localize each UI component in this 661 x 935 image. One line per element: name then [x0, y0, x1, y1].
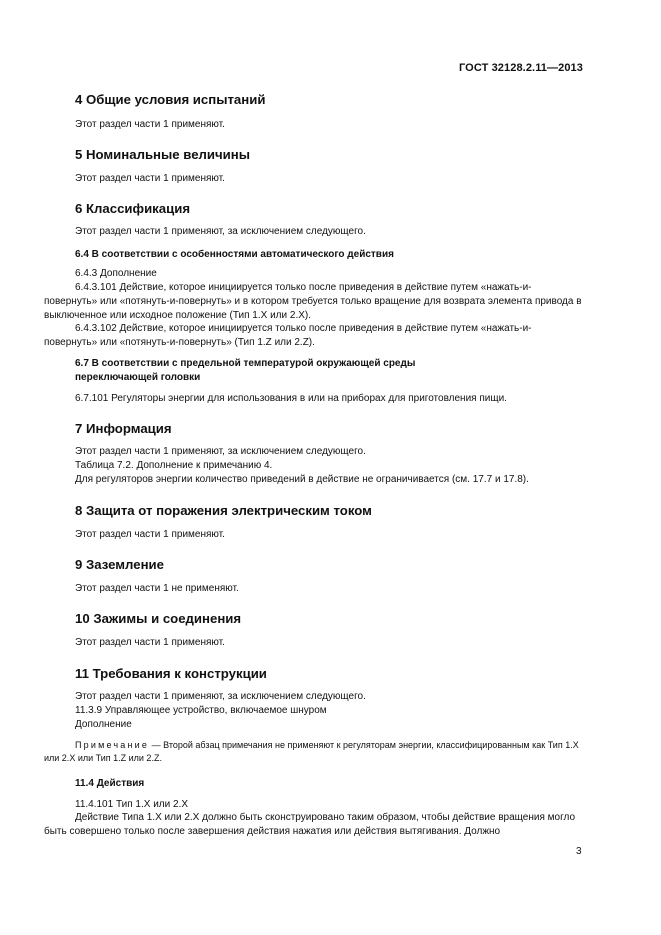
page-number: 3	[576, 846, 582, 857]
note-dash: —	[149, 740, 164, 750]
section-5-text: Этот раздел части 1 применяют.	[75, 173, 225, 184]
section-8-text: Этот раздел части 1 применяют.	[75, 529, 225, 540]
subsection-6-7-heading-line1: 6.7 В соответствии с предельной температурой окружающей среды	[75, 358, 416, 369]
section-9-text: Этот раздел части 1 не применяют.	[75, 583, 239, 594]
paragraph-6-4-3-101: 6.4.3.101 Действие, которое инициируется только после приведения в действие путем «нажать-и-повернуть» или «потянуть-и-повернуть» и в котором требуется только вращение для возврата элемента привода в выключенное или исходное положение (Тип 1.X или 2.X).	[44, 282, 582, 322]
subsection-11-4-heading: 11.4 Действия	[75, 778, 145, 789]
paragraph-11-4-101-text: Действие Типа 1.X или 2.X должно быть сконструировано таким образом, чтобы действие вращения могло быть совершено только после завершения действия нажатия или действия вытягивания. Должно	[44, 812, 576, 838]
paragraph-addition: Дополнение	[75, 719, 132, 730]
paragraph-11-4-101: 11.4.101 Тип 1.X или 2.X	[75, 799, 188, 810]
section-8-heading: 8 Защита от поражения электрическим током	[75, 503, 372, 518]
paragraph-6-4-3-102: 6.4.3.102 Действие, которое инициируется только после приведения в действие путем «нажать-и-повернуть» или «потянуть-и-повернуть» (Тип 1.Z или 2.Z).	[44, 323, 532, 349]
section-10-heading: 10 Зажимы и соединения	[75, 611, 242, 626]
note-label: Примечание	[75, 740, 150, 750]
standard-code: ГОСТ 32128.2.11—2013	[458, 62, 583, 74]
table-7-2-note: Таблица 7.2. Дополнение к примечанию 4.	[75, 460, 273, 471]
section-11-text: Этот раздел части 1 применяют, за исключением следующего.	[75, 691, 366, 702]
section-10-text: Этот раздел части 1 применяют.	[75, 637, 225, 648]
section-4-text: Этот раздел части 1 применяют.	[75, 119, 225, 130]
subsection-6-7-heading	[75, 357, 415, 385]
subsection-6-4-heading: 6.4 В соответствии с особенностями автоматического действия	[75, 249, 394, 260]
section-7-text: Этот раздел части 1 применяют, за исключением следующего.	[75, 446, 366, 457]
section-4-heading: 4 Общие условия испытаний	[75, 92, 266, 107]
paragraph-11-3-9: 11.3.9 Управляющее устройство, включаемое шнуром	[75, 705, 327, 716]
note	[44, 739, 582, 765]
paragraph-6-4-3: 6.4.3 Дополнение	[75, 268, 157, 279]
paragraph-6-7-101: 6.7.101 Регуляторы энергии для использования в или на приборах для приготовления пищи.	[75, 393, 507, 404]
note-text: Второй абзац примечания не применяют к регуляторам энергии, классифицированным как Тип 1.X или 2.X или Тип 1.Z или 2.Z.	[44, 740, 579, 763]
section-7-heading: 7 Информация	[75, 421, 172, 436]
subsection-6-7-heading-line2: переключающей головки	[75, 372, 201, 383]
section-11-heading: 11 Требования к конструкции	[75, 666, 267, 681]
section-6-heading: 6 Классификация	[75, 201, 191, 216]
section-7-paragraph: Для регуляторов энергии количество приведений в действие не ограничивается (см. 17.7 и 17.8).	[75, 474, 529, 485]
section-9-heading: 9 Заземление	[75, 557, 164, 572]
section-6-text: Этот раздел части 1 применяют, за исключением следующего.	[75, 226, 366, 237]
section-5-heading: 5 Номинальные величины	[75, 147, 251, 162]
